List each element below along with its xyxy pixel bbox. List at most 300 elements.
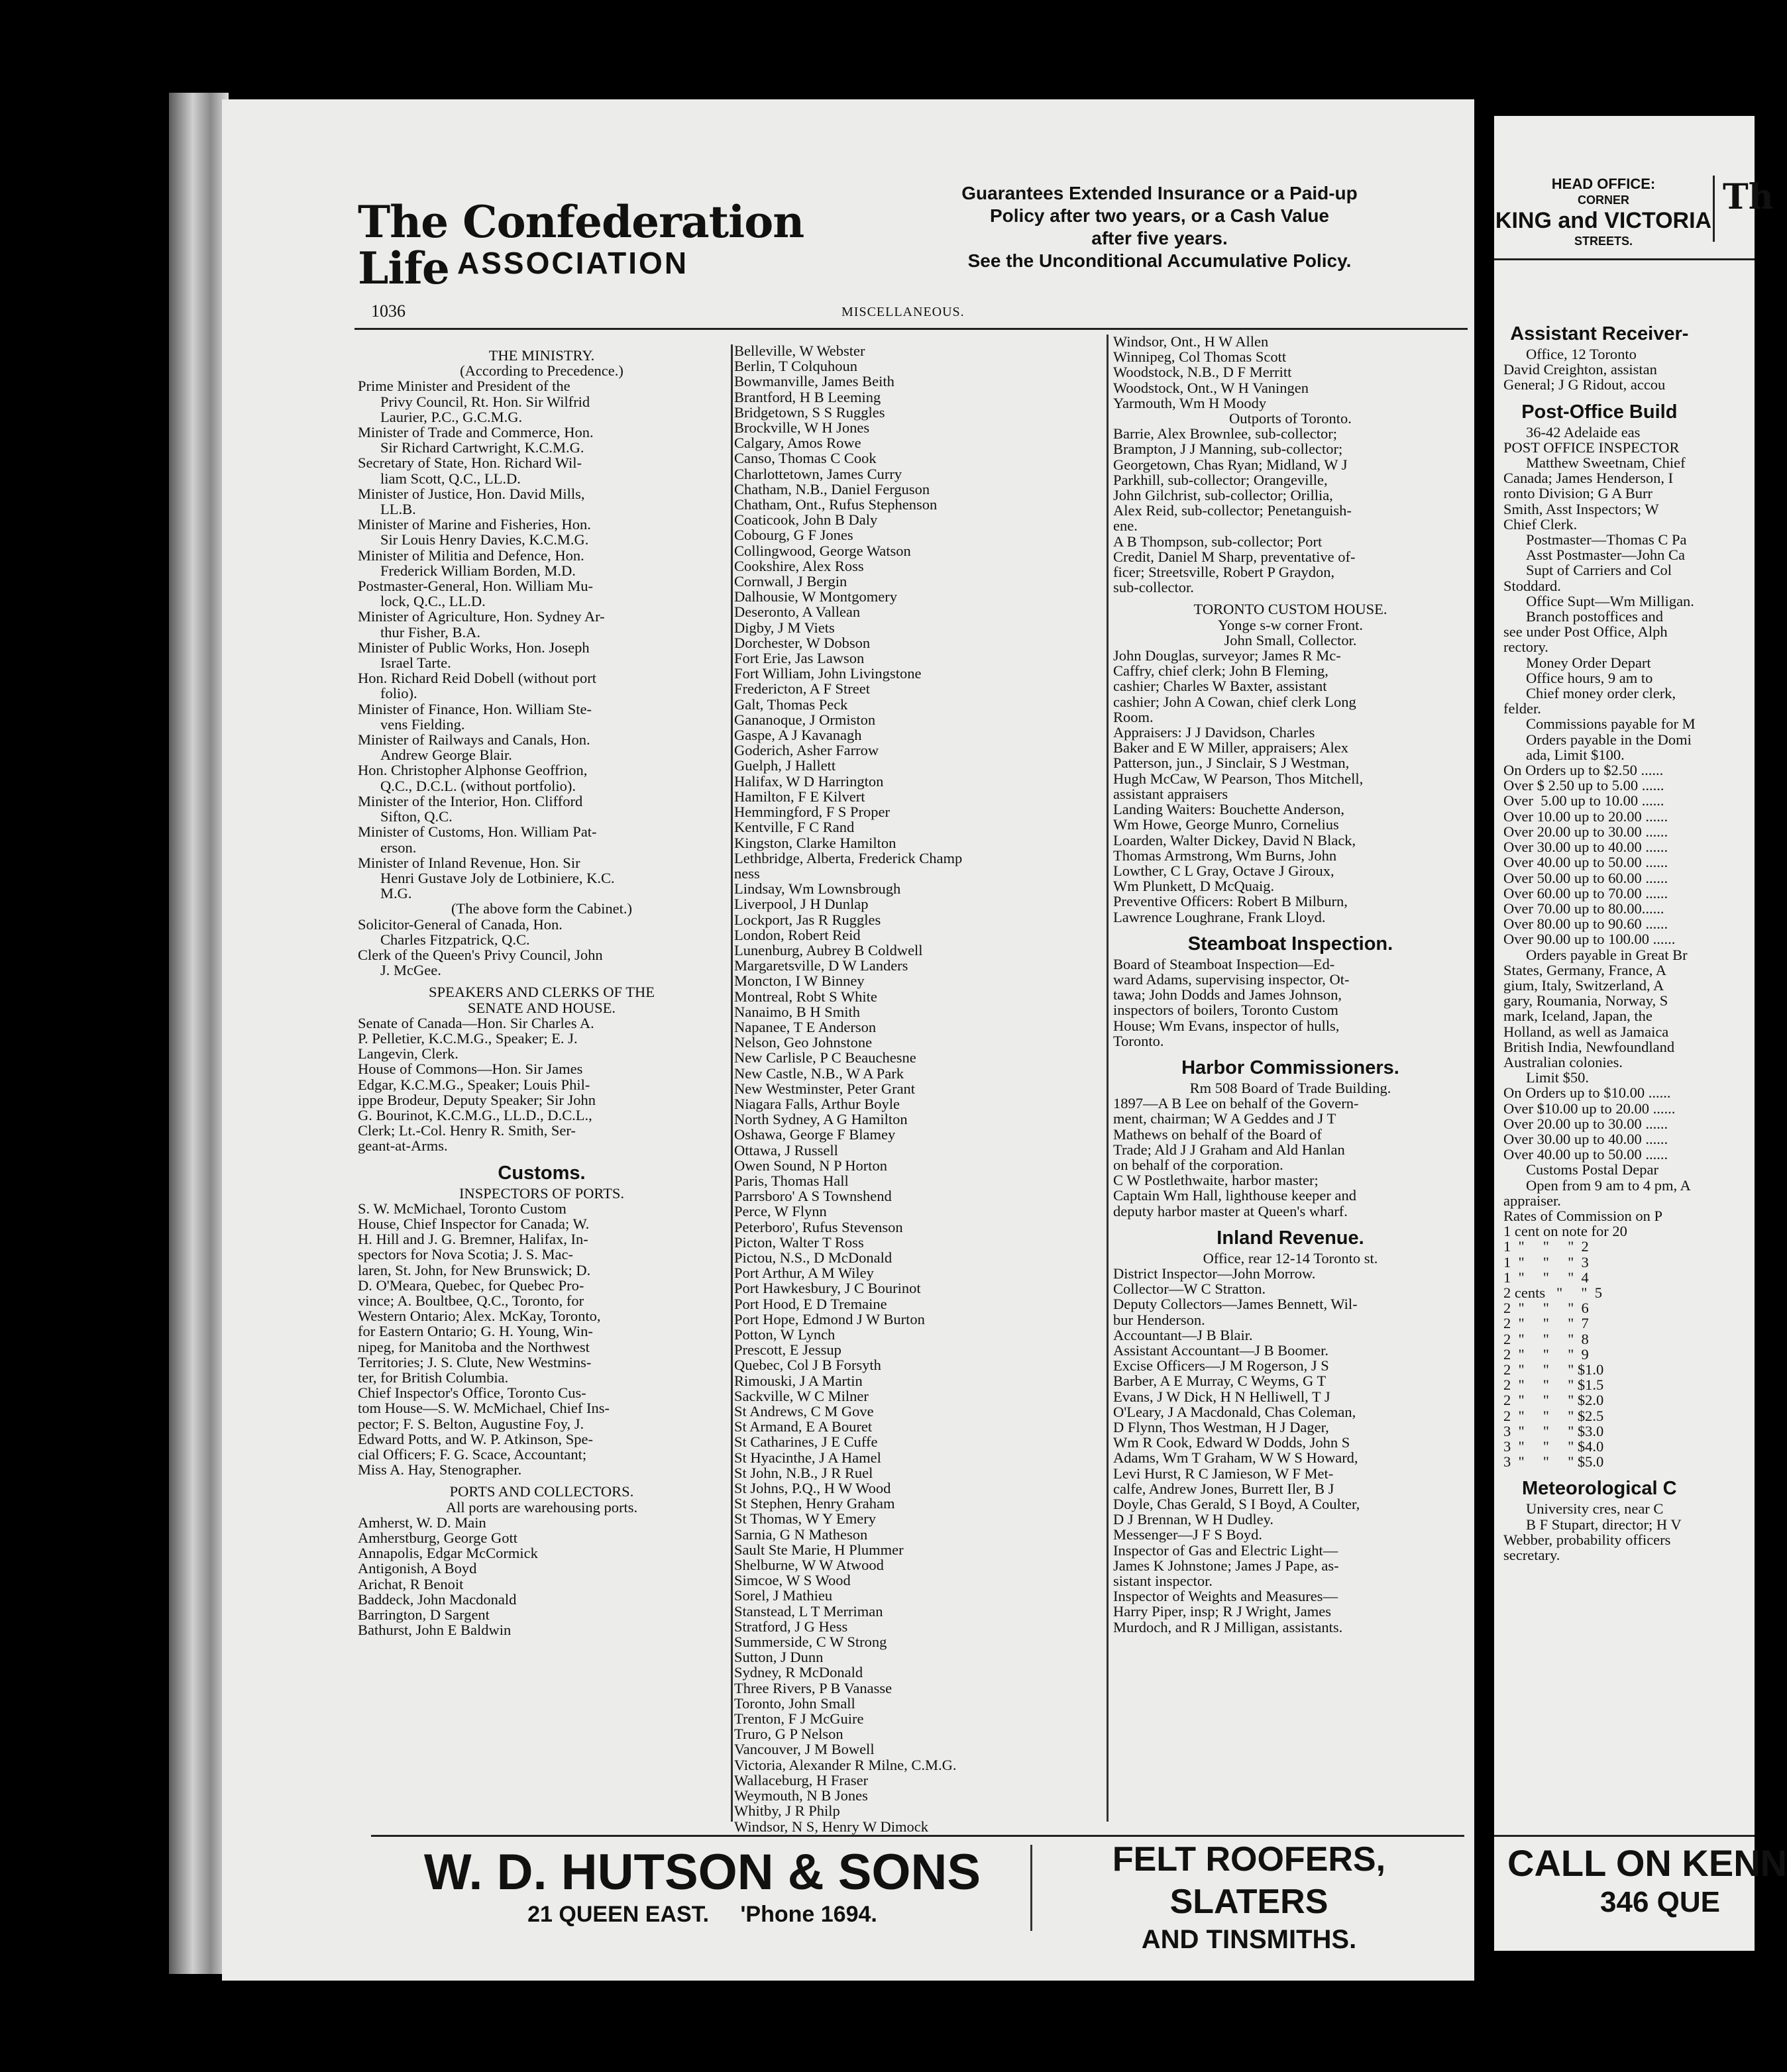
text-line <box>1113 1219 1468 1225</box>
text-line: Cookshire, Alex Ross <box>734 557 864 574</box>
text-line: Goderich, Asher Farrow <box>734 742 879 759</box>
banner-title: The Confederation Life <box>358 196 804 294</box>
section-heading: Harbor Commissioners. <box>1181 1057 1399 1078</box>
text-line: 3 " " " $3.0 <box>1503 1422 1604 1439</box>
text-line: Hamilton, F E Kilvert <box>734 788 865 805</box>
slogan-line: See the Unconditional Accumulative Policy. <box>967 250 1352 271</box>
text-line: Yarmouth, Wm H Moody <box>1113 394 1267 411</box>
text-line <box>1503 393 1696 399</box>
text-line: folio). <box>380 685 417 702</box>
book-spine-edge <box>169 93 229 1974</box>
text-line: sub-collector. <box>1113 579 1194 596</box>
text-line: Collingwood, George Watson <box>734 542 911 559</box>
text-line: cial Officers; F. G. Scace, Accountant; <box>358 1446 587 1463</box>
text-line: St Hyacinthe, J A Hamel <box>734 1449 881 1466</box>
text-line: rectory. <box>1503 639 1548 656</box>
right-page-column <box>1503 321 1696 1563</box>
text-line: Parrsboro' A S Townshend <box>734 1188 892 1205</box>
text-line: Barber, A E Murray, C Weyms, G T <box>1113 1373 1327 1390</box>
text-line: Woodstock, N.B., D F Merritt <box>1113 364 1292 381</box>
text-line: Port Hawkesbury, J C Bourinot <box>734 1280 921 1297</box>
text-line: Perce, W Flynn <box>734 1203 827 1220</box>
text-line: bur Henderson. <box>1113 1311 1205 1328</box>
text-line: Edgar, K.C.M.G., Speaker; Louis Phil- <box>358 1076 590 1093</box>
text-line: Annapolis, Edgar McCormick <box>358 1545 538 1562</box>
text-line: North Sydney, A G Hamilton <box>734 1111 908 1128</box>
text-line: 2 " " " $2.5 <box>1503 1407 1604 1424</box>
text-line: Sorel, J Mathieu <box>734 1587 833 1604</box>
ad-kenn <box>1507 1841 1787 1920</box>
text-line: erson. <box>380 839 417 856</box>
text-line: Hemmingford, F S Proper <box>734 803 890 821</box>
text-line: Barrington, D Sargent <box>358 1606 490 1624</box>
text-line: assistant appraisers <box>1113 785 1228 802</box>
subheading: Office, rear 12-14 Toronto st. <box>1203 1249 1378 1267</box>
text-line: On Orders up to $2.50 ...... <box>1503 762 1664 779</box>
subheading: TORONTO CUSTOM HOUSE. <box>1193 601 1387 618</box>
text-line: Owen Sound, N P Horton <box>734 1157 888 1174</box>
text-line: Berlin, T Colquhoun <box>734 358 858 375</box>
text-line: Lowther, C L Gray, Octave J Giroux, <box>1113 862 1334 879</box>
text-line: Digby, J M Viets <box>734 619 835 636</box>
text-line: Pictou, N.S., D McDonald <box>734 1249 893 1266</box>
subheading: John Small, Collector. <box>1224 631 1357 648</box>
text-line: Charles Fitzpatrick, Q.C. <box>380 931 530 948</box>
text-line: Room. <box>1113 708 1154 725</box>
text-line: ene. <box>1113 517 1138 535</box>
text-line: Sarnia, G N Matheson <box>734 1526 868 1543</box>
text-line: 2 " " " 9 <box>1503 1345 1589 1363</box>
text-line: St Stephen, Henry Graham <box>734 1495 895 1512</box>
text-line: Wm Plunkett, D McQuaig. <box>1113 878 1275 895</box>
text-line: Toronto, John Small <box>734 1694 855 1712</box>
text-line: Calgary, Amos Rowe <box>734 435 861 452</box>
text-line: Stratford, J G Hess <box>734 1618 848 1635</box>
text-line: New Westminster, Peter Grant <box>734 1080 916 1097</box>
text-line: Solicitor-General of Canada, Hon. <box>358 915 563 933</box>
text-line: Inspector of Weights and Measures— <box>1113 1588 1338 1605</box>
text-line: Sutton, J Dunn <box>734 1649 824 1666</box>
text-line: Minister of Justice, Hon. David Mills, <box>358 485 585 502</box>
text-line: States, Germany, France, A <box>1503 961 1666 978</box>
subheading: PORTS AND COLLECTORS. <box>449 1483 634 1500</box>
text-line: Langevin, Clerk. <box>358 1045 459 1062</box>
text-line: Landing Waiters: Bouchette Anderson, <box>1113 801 1344 818</box>
text-line: 3 " " " $4.0 <box>1503 1438 1604 1455</box>
text-line: House, Chief Inspector for Canada; W. <box>358 1215 590 1232</box>
text-line: Deseronto, A Vallean <box>734 603 861 621</box>
slogan-line: Policy after two years, or a Cash Value <box>990 205 1329 226</box>
text-line: vens Fielding. <box>380 715 465 733</box>
text-line: Moncton, I W Binney <box>734 972 865 990</box>
text-line: Minister of Trade and Commerce, Hon. <box>358 424 594 441</box>
section-heading: Customs. <box>498 1162 586 1184</box>
text-line: A B Thompson, sub-collector; Port <box>1113 533 1323 550</box>
text-line: Amherst, W. D. Main <box>358 1514 486 1531</box>
text-line: Port Hood, E D Tremaine <box>734 1295 887 1312</box>
text-line: British India, Newfoundland <box>1503 1038 1675 1055</box>
text-line: Hugh McCaw, W Pearson, Thos Mitchell, <box>1113 770 1364 787</box>
text-line: Wm Howe, George Munro, Cornelius <box>1113 816 1339 833</box>
text-line: Gaspe, A J Kavanagh <box>734 727 862 744</box>
text-line: Levi Hurst, R C Jamieson, W F Met- <box>1113 1465 1334 1482</box>
text-line: Arichat, R Benoit <box>358 1575 464 1592</box>
text-line: Laurier, P.C., G.C.M.G. <box>380 408 523 425</box>
text-line: Holland, as well as Jamaica <box>1503 1023 1669 1040</box>
text-line: Minister of Finance, Hon. William Ste- <box>358 700 592 717</box>
column-3 <box>1113 334 1468 1635</box>
text-line: Q.C., D.C.L. (without portfolio). <box>380 777 576 794</box>
text-line: POST OFFICE INSPECTOR <box>1503 439 1680 456</box>
text-line: on behalf of the corporation. <box>1113 1156 1283 1173</box>
text-line: St John, N.B., J R Ruel <box>734 1464 873 1481</box>
text-line: H. Hill and J. G. Bremner, Halifax, In- <box>358 1231 588 1248</box>
text-line: Bridgetown, S S Ruggles <box>734 403 885 421</box>
text-line: Georgetown, Chas Ryan; Midland, W J <box>1113 456 1348 473</box>
text-line: Lunenburg, Aubrey B Coldwell <box>734 941 923 958</box>
text-line: House; Wm Evans, inspector of hulls, <box>1113 1017 1340 1034</box>
text-line: geant-at-Arms. <box>358 1137 448 1155</box>
text-line: St Thomas, W Y Emery <box>734 1510 876 1528</box>
text-line: Lethbridge, Alberta, Frederick Champ <box>734 849 963 866</box>
head-office-label: HEAD OFFICE: <box>1551 176 1656 192</box>
text-line: Stoddard. <box>1503 577 1561 594</box>
text-line: On Orders up to $10.00 ...... <box>1503 1084 1671 1102</box>
text-line: Baker and E W Miller, appraisers; Alex <box>1113 739 1349 756</box>
text-line: Quebec, Col J B Forsyth <box>734 1357 881 1374</box>
head-office-corner: CORNER <box>1577 193 1629 207</box>
text-line: Toronto. <box>1113 1032 1164 1049</box>
text-line: Mathews on behalf of the Board of <box>1113 1125 1322 1143</box>
text-line: Peterboro', Rufus Stevenson <box>734 1218 903 1235</box>
text-line: for Eastern Ontario; G. H. Young, Win- <box>358 1323 593 1340</box>
text-line: Collector—W C Stratton. <box>1113 1280 1266 1298</box>
text-line: New Carlisle, P C Beauchesne <box>734 1049 916 1066</box>
right-page <box>1494 116 1787 1951</box>
text-line: gary, Roumania, Norway, S <box>1503 992 1668 1010</box>
text-line: John Gilchrist, sub-collector; Orillia, <box>1113 487 1333 504</box>
text-line: Chatham, N.B., Daniel Ferguson <box>734 480 930 497</box>
text-line: Victoria, Alexander R Milne, C.M.G. <box>734 1756 957 1773</box>
text-line: Nanaimo, B H Smith <box>734 1003 860 1020</box>
text-line: Supt of Carriers and Col <box>1526 562 1672 579</box>
text-line: New Castle, N.B., W A Park <box>734 1064 904 1082</box>
text-line: J. McGee. <box>380 962 441 979</box>
text-line: Guelph, J Hallett <box>734 757 836 774</box>
text-line: Edward Potts, and W. P. Atkinson, Spe- <box>358 1430 594 1447</box>
text-line: Cobourg, G F Jones <box>734 527 853 544</box>
text-line <box>358 1154 726 1161</box>
head-divider <box>1713 176 1715 242</box>
text-line: 1 cent on note for 20 <box>1503 1223 1627 1240</box>
text-line: Customs Postal Depar <box>1526 1161 1658 1178</box>
text-line: D Flynn, Thos Westman, H J Dager, <box>1113 1419 1329 1435</box>
text-line: Kingston, Clarke Hamilton <box>734 834 896 851</box>
text-line: Weymouth, N B Jones <box>734 1787 868 1804</box>
text-line: David Creighton, assistan <box>1503 361 1657 378</box>
text-line: Evans, J W Dick, H N Helliwell, T J <box>1113 1388 1330 1405</box>
text-line: Galt, Thomas Peck <box>734 696 848 713</box>
text-line: Trenton, F J McGuire <box>734 1710 864 1728</box>
text-line: Woodstock, Ont., W H Vaningen <box>1113 379 1309 396</box>
text-line: Cornwall, J Bergin <box>734 573 847 590</box>
text-line: Brockville, W H Jones <box>734 419 870 437</box>
text-line: Parkhill, sub-collector; Orangeville, <box>1113 471 1328 488</box>
text-line: London, Robert Reid <box>734 926 861 943</box>
text-line: Miss A. Hay, Stenographer. <box>358 1461 522 1478</box>
text-line: Chief money order clerk, <box>1526 685 1676 702</box>
text-line: Andrew George Blair. <box>380 747 512 764</box>
text-line: Amherstburg, George Gott <box>358 1529 518 1547</box>
text-line: 3 " " " $5.0 <box>1503 1453 1604 1471</box>
text-line: 2 " " " 7 <box>1503 1315 1589 1332</box>
text-line: Over 40.00 up to 50.00 ...... <box>1503 1146 1668 1163</box>
text-line: P. Pelletier, K.C.M.G., Speaker; E. J. <box>358 1029 578 1047</box>
text-line: Napanee, T E Anderson <box>734 1018 877 1035</box>
text-line: ficer; Streetsville, Robert P Graydon, <box>1113 564 1335 581</box>
text-line: Alex Reid, sub-collector; Penetanguish- <box>1113 502 1352 519</box>
text-line: Privy Council, Rt. Hon. Sir Wilfrid <box>380 393 590 410</box>
text-line: Minister of Agriculture, Hon. Sydney Ar- <box>358 608 605 625</box>
section-heading: Inland Revenue. <box>1217 1227 1364 1249</box>
text-line: Over 20.00 up to 30.00 ...... <box>1503 823 1668 840</box>
text-line: Vancouver, J M Bowell <box>734 1741 875 1758</box>
text-line: Clerk; Lt.-Col. Henry R. Smith, Ser- <box>358 1122 576 1139</box>
text-line: Sackville, W C Milner <box>734 1387 869 1404</box>
text-line: Picton, Walter T Ross <box>734 1233 864 1251</box>
text-line: B F Stupart, director; H V <box>1526 1516 1682 1533</box>
text-line: Fort Erie, Jas Lawson <box>734 650 865 667</box>
text-line: Sir Richard Cartwright, K.C.M.G. <box>380 439 584 456</box>
column-2 <box>734 343 1105 1834</box>
text-line: M.G. <box>380 885 412 902</box>
text-line <box>1503 1469 1696 1476</box>
text-line: Margaretsville, D W Landers <box>734 957 908 974</box>
text-line: appraiser. <box>1503 1192 1561 1209</box>
ad-roofers <box>1034 1838 1464 1956</box>
head-title-fragment: Th <box>1723 177 1774 217</box>
text-line: Lawrence Loughrane, Frank Lloyd. <box>1113 908 1326 925</box>
text-line: Three Rivers, P B Vanasse <box>734 1679 893 1696</box>
text-line: House of Commons—Hon. Sir James <box>358 1061 583 1078</box>
text-line: Truro, G P Nelson <box>734 1726 843 1743</box>
text-line: 2 cents " " 5 <box>1503 1284 1602 1301</box>
ad-rule-right <box>1494 1835 1755 1837</box>
subheading: SENATE AND HOUSE. <box>467 999 616 1016</box>
text-line: 2 " " " $2.0 <box>1503 1392 1604 1409</box>
text-line: Dorchester, W Dobson <box>734 634 871 651</box>
text-line: Sir Louis Henry Davies, K.C.M.G. <box>380 531 589 548</box>
text-line: Israel Tarte. <box>380 654 451 672</box>
text-line: Asst Postmaster—John Ca <box>1526 546 1686 564</box>
text-line: Chief Clerk. <box>1503 515 1578 533</box>
text-line: Liverpool, J H Dunlap <box>734 896 869 913</box>
text-line: gium, Italy, Switzerland, A <box>1503 976 1664 994</box>
text-line: Bowmanville, James Beith <box>734 373 894 390</box>
text-line: General; J G Ridout, accou <box>1503 376 1666 393</box>
text-line: C W Postlethwaite, harbor master; <box>1113 1172 1319 1189</box>
text-line: ada, Limit $100. <box>1526 746 1625 763</box>
text-line: Kentville, F C Rand <box>734 819 855 836</box>
text-line: Thomas Armstrong, Wm Burns, John <box>1113 847 1337 864</box>
head-rule <box>1494 258 1755 260</box>
text-line: Over 70.00 up to 80.00...... <box>1503 900 1664 917</box>
subheading: Yonge s-w corner Front. <box>1218 616 1363 633</box>
text-line: nipeg, for Manitoba and the Northwest <box>358 1338 590 1355</box>
text-line: 2 " " " 6 <box>1503 1300 1589 1317</box>
text-line: Coaticook, John B Daly <box>734 511 878 529</box>
text-line: spectors for Nova Scotia; J. S. Mac- <box>358 1246 573 1263</box>
text-line: sistant inspector. <box>1113 1573 1213 1590</box>
text-line: Accountant—J B Blair. <box>1113 1326 1253 1343</box>
text-line: Winnipeg, Col Thomas Scott <box>1113 348 1287 366</box>
text-line: 1 " " " 4 <box>1503 1269 1589 1286</box>
text-line: Potton, W Lynch <box>734 1326 836 1343</box>
text-line: Oshawa, George F Blamey <box>734 1126 896 1143</box>
text-line: 2 " " " 8 <box>1503 1330 1589 1347</box>
text-line: Shelburne, W W Atwood <box>734 1557 884 1574</box>
text-line: Sifton, Q.C. <box>380 808 453 825</box>
ad-hutson <box>381 1845 1024 1928</box>
text-line: Australian colonies. <box>1503 1053 1623 1070</box>
text-line: Excise Officers—J M Rogerson, J S <box>1113 1357 1329 1374</box>
text-line: Matthew Sweetnam, Chief <box>1526 454 1686 472</box>
subheading: THE MINISTRY. <box>488 347 595 364</box>
text-line: Canso, Thomas C Cook <box>734 450 877 467</box>
text-line: Smith, Asst Inspectors; W <box>1503 500 1659 517</box>
section-heading: Steamboat Inspection. <box>1187 933 1393 955</box>
text-line: Prescott, E Jessup <box>734 1341 841 1359</box>
text-line: Lockport, Jas R Ruggles <box>734 911 881 928</box>
text-line: Over 50.00 up to 60.00 ...... <box>1503 869 1668 886</box>
text-line: St Armand, E A Bouret <box>734 1418 873 1435</box>
text-line: Ottawa, J Russell <box>734 1141 838 1159</box>
text-line: Postmaster-General, Hon. William Mu- <box>358 578 594 595</box>
text-line: Inspector of Gas and Electric Light— <box>1113 1541 1338 1559</box>
text-line: Antigonish, A Boyd <box>358 1560 477 1577</box>
text-line: Over 30.00 up to 40.00 ...... <box>1503 839 1668 856</box>
text-line: Murdoch, and R J Milligan, assistants. <box>1113 1618 1343 1635</box>
text-line: felder. <box>1503 700 1541 717</box>
text-line: St Catharines, J E Cuffe <box>734 1433 878 1451</box>
text-line: Rates of Commission on P <box>1503 1207 1663 1224</box>
text-line: thur Fisher, B.A. <box>380 623 480 641</box>
text-line: secretary. <box>1503 1547 1560 1564</box>
text-line: Port Arthur, A M Wiley <box>734 1265 874 1282</box>
text-line: Henri Gustave Joly de Lotbiniere, K.C. <box>380 869 615 886</box>
text-line: Wm R Cook, Edward W Dodds, John S <box>1113 1434 1350 1451</box>
text-line: mark, Iceland, Japan, the <box>1503 1008 1652 1025</box>
text-line: Office, 12 Toronto <box>1526 346 1637 362</box>
text-line: Harry Piper, insp; R J Wright, James <box>1113 1603 1331 1620</box>
text-line: Deputy Collectors—James Bennett, Wil- <box>1113 1296 1358 1313</box>
text-line: Over 60.00 up to 70.00 ...... <box>1503 884 1668 902</box>
header-rule <box>354 328 1468 330</box>
text-line: G. Bourinot, K.C.M.G., LL.D., D.C.L., <box>358 1106 592 1123</box>
text-line: Windsor, N S, Henry W Dimock <box>734 1818 928 1835</box>
text-line: Office hours, 9 am to <box>1526 669 1653 686</box>
text-line: Rimouski, J A Martin <box>734 1372 863 1389</box>
text-line: Over 40.00 up to 50.00 ...... <box>1503 854 1668 871</box>
text-line: Patterson, jun., J Sinclair, S J Westman, <box>1113 754 1350 772</box>
text-line: Gananoque, J Ormiston <box>734 711 876 728</box>
text-line: Assistant Accountant—J B Boomer. <box>1113 1341 1328 1359</box>
text-line: Over $10.00 up to 20.00 ...... <box>1503 1100 1676 1117</box>
text-line: Money Order Depart <box>1526 654 1651 671</box>
text-line: Niagara Falls, Arthur Boyle <box>734 1095 900 1112</box>
text-line: S. W. McMichael, Toronto Custom <box>358 1200 567 1217</box>
text-line: tom House—S. W. McMichael, Chief Ins- <box>358 1400 610 1417</box>
text-line: Clerk of the Queen's Privy Council, John <box>358 946 603 963</box>
text-line: pector; F. S. Belton, Augustine Foy, J. <box>358 1415 584 1432</box>
text-line: Postmaster—Thomas C Pa <box>1526 531 1687 548</box>
text-line: Lindsay, Wm Lownsbrough <box>734 880 901 898</box>
text-line: 36-42 Adelaide eas <box>1526 423 1641 440</box>
text-line: Barrie, Alex Brownlee, sub-collector; <box>1113 425 1338 442</box>
subheading: INSPECTORS OF PORTS. <box>459 1184 624 1202</box>
text-line: see under Post Office, Alph <box>1503 623 1668 641</box>
text-line: Captain Wm Hall, lighthouse keeper and <box>1113 1187 1356 1204</box>
column-divider <box>1107 335 1109 1822</box>
text-line: Stanstead, L T Merriman <box>734 1602 883 1620</box>
text-line: Open from 9 am to 4 pm, A <box>1526 1176 1691 1194</box>
text-line: Orders payable in Great Br <box>1526 946 1688 963</box>
text-line: Minister of Railways and Canals, Hon. <box>358 731 590 749</box>
banner-subtitle: ASSOCIATION <box>457 246 689 280</box>
text-line: D. O'Meara, Quebec, for Quebec Pro- <box>358 1276 584 1294</box>
text-line: District Inspector—John Morrow. <box>1113 1265 1316 1282</box>
text-line: 1 " " " 2 <box>1503 1238 1589 1255</box>
text-line: Minister of the Interior, Hon. Clifford <box>358 792 583 809</box>
text-line: ter, for British Columbia. <box>358 1369 509 1386</box>
text-line: University cres, near C <box>1526 1500 1664 1518</box>
text-line: Secretary of State, Hon. Richard Wil- <box>358 454 582 472</box>
text-line: Trade; Ald J J Graham and Ald Hanlan <box>1113 1141 1345 1158</box>
subheading: (According to Precedence.) <box>460 362 623 380</box>
text-line: Minister of Militia and Defence, Hon. <box>358 546 584 564</box>
text-line: Loarden, Walter Dickey, David N Black, <box>1113 831 1356 849</box>
text-line: deputy harbor master at Queen's wharf. <box>1113 1202 1348 1219</box>
subheading: (The above form the Cabinet.) <box>451 900 633 917</box>
section-heading: Post-Office Build <box>1521 401 1678 423</box>
text-line: LL.B. <box>380 501 416 518</box>
subheading: SPEAKERS AND CLERKS OF THE <box>429 984 655 1001</box>
text-line: Board of Steamboat Inspection—Ed- <box>1113 955 1335 972</box>
text-line: Halifax, W D Harrington <box>734 772 884 790</box>
text-line: Wallaceburg, H Fraser <box>734 1771 869 1788</box>
text-line: cashier; Charles W Baxter, assistant <box>1113 678 1327 695</box>
page-number: 1036 <box>371 301 406 321</box>
text-line: Territories; J. S. Clute, New Westmins- <box>358 1353 592 1371</box>
text-line: O'Leary, J A Macdonald, Chas Coleman, <box>1113 1403 1356 1420</box>
text-line: Hon. Richard Reid Dobell (without port <box>358 670 596 687</box>
text-line: ippe Brodeur, Deputy Speaker; Sir John <box>358 1091 596 1108</box>
text-line: ronto Division; G A Burr <box>1503 485 1653 502</box>
section-heading: Meteorological C <box>1521 1478 1677 1500</box>
ad-kenn-line2: 346 QUE <box>1600 1886 1720 1918</box>
text-line: 1 " " " 3 <box>1503 1253 1589 1270</box>
text-line: Chief Inspector's Office, Toronto Cus- <box>358 1384 586 1402</box>
banner-slogan <box>875 182 1444 272</box>
text-line: Canada; James Henderson, I <box>1503 470 1674 487</box>
text-line: 2 " " " $1.5 <box>1503 1376 1604 1394</box>
text-line: liam Scott, Q.C., LL.D. <box>380 470 521 487</box>
text-line: Simcoe, W S Wood <box>734 1572 851 1589</box>
text-line: Montreal, Robt S White <box>734 988 877 1005</box>
text-line: Charlottetown, James Curry <box>734 465 902 482</box>
text-line: Minister of Customs, Hon. William Pat- <box>358 823 597 841</box>
text-line: James K Johnstone; James J Pape, as- <box>1113 1557 1339 1574</box>
